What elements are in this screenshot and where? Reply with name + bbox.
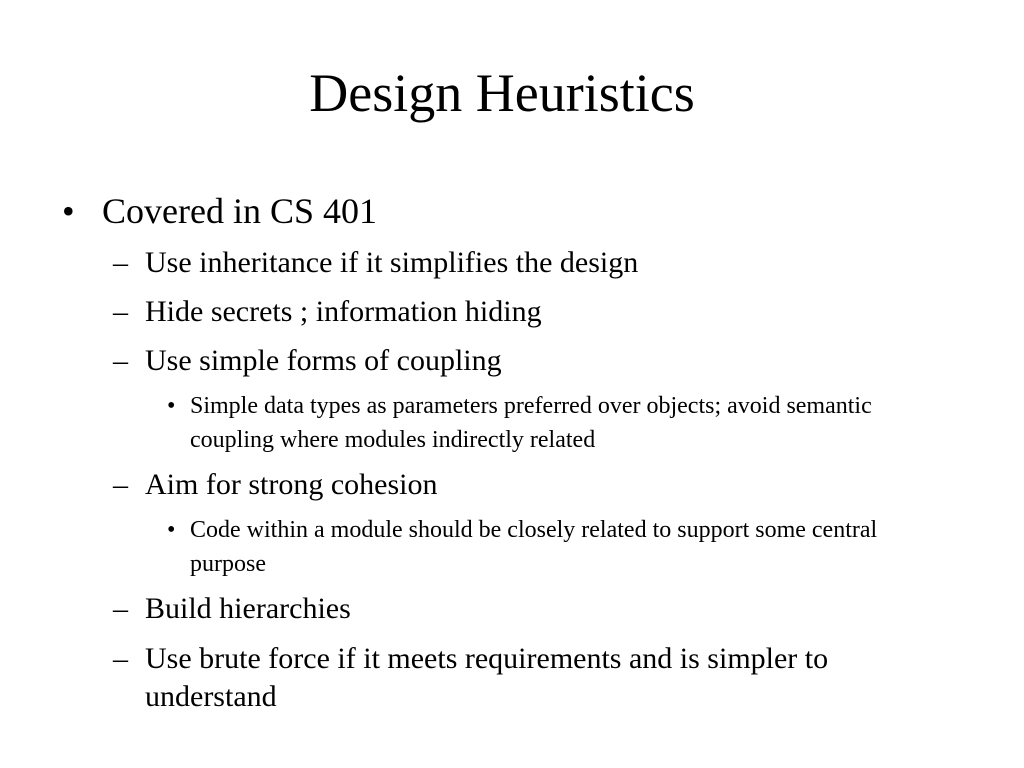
- dash-bullet-icon: –: [113, 592, 128, 625]
- dash-bullet-icon: –: [113, 295, 128, 328]
- dash-bullet-icon: –: [113, 246, 128, 279]
- list-item-text: Build hierarchies: [145, 592, 351, 625]
- list-item-text: Aim for strong cohesion: [145, 468, 438, 501]
- bullet-icon: •: [167, 393, 176, 419]
- list-item-text: Use brute force if it meets requirements and is simpler to understand: [145, 642, 829, 713]
- list-item-text: Hide secrets ; information hiding: [145, 295, 542, 328]
- slide-title: Design Heuristics: [309, 63, 695, 123]
- list-item-text: Use inheritance if it simplifies the design: [145, 246, 639, 279]
- dash-bullet-icon: –: [113, 344, 128, 377]
- dash-bullet-icon: –: [113, 642, 128, 675]
- list-item-text: Covered in CS 401: [102, 191, 377, 231]
- list-item-text: Simple data types as parameters preferred over objects; avoid semantic coupling where modules indirectly related: [190, 393, 872, 453]
- list-item-text: Code within a module should be closely related to support some central purpose: [190, 517, 878, 577]
- bullet-icon: •: [62, 191, 75, 231]
- list-item-text: Use simple forms of coupling: [145, 344, 502, 377]
- dash-bullet-icon: –: [113, 468, 128, 501]
- bullet-icon: •: [167, 517, 176, 543]
